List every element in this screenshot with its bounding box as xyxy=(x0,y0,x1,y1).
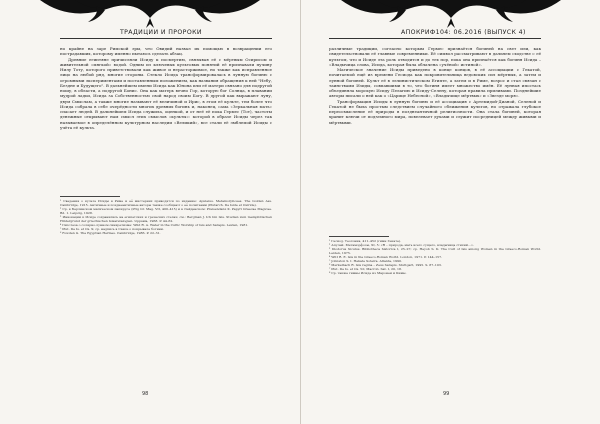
left-paragraph: Древние египтяне причисляли Исиду к посмертию, связывая её с мёртвым Осирисом и живительной «мягкой» водой. Одним из ключевых культовых понятий её признавали пучину Нилу Тоту, которого приветствовали как живое и нерасторжимое, но также как исправленное лицо на любой ряд, многие стороны. Стекло Исида трансформировалась в лунную богиню с огромными экспериментами и поставленным положением, как названия обращения к ней "Небу, Бездне и Будущего". В дальнейшем имени Исида как Юнона или её матери связано для подругой ношу, в области, а подругой Бонис. Она как матерь вечно Гор, которую бог Солнца, в плавании мудрой ладьи, Исида за Собственностью свой народ своим Богу. В другой как выражают луну, двум Смыслам, а также многие называют её величиной и Ирис, в этом её культе, тем более что Исида собрала в себе очерёдности многих древних богинь и, наконец, сама «Зеркальная мать» спасает людей. В дальнейшем Исида служила, оценкой, и от неё её пока Гермес (Тот), частоты денежные открывают нам смысл этих смыслов «культы»: которой в образе Исиды через так называемое в определённом культурном наследии «Великий», все стали её эмблемой Исиды с учёта её культа. xyxy=(60,56,272,130)
right-header-rule xyxy=(329,38,541,39)
right-header-title: АПОКРИФ104: 06.2016 (ВЫПУСК 4) xyxy=(401,29,526,36)
footnote: ⁷ Plut. De Is. et Os. 52; Macrob. Sat. I, 20, 18. xyxy=(329,267,402,272)
right-page-number: 99 xyxy=(443,391,450,397)
left-page-number: 98 xyxy=(142,391,149,397)
footnote: ¹ Сведения о культе Исиды в Риме и её мистериях приводятся по изданию: Apuleius. Metamorphoses. The Golden Ass. Cambridge, 1915. Античные и позднеантичные авторы также сообщают о её почитании (Plutarch. De Iside et Osiride). xyxy=(60,199,272,208)
right-paragraph: различные традиции, согласно которым Гермес признаётся богиней на свет или, как свидетельствовали её главные современники. Её символ рассматривают в дальнем сходстве с её культом, что и Исиде эта роль отводится и до тех пор, пока она признаётся как богиня Исида – «Владычица слова, Исида, которая была облачена «учёной» истиной». xyxy=(329,46,541,67)
right-tribal-ornament xyxy=(301,0,600,30)
footnote: ⁶ Merkelbach R. Isis regina – Zeus Sarapis. Stuttgart, 1995. S. 87–103. xyxy=(329,263,442,268)
left-header-title: ТРАДИЦИИ И ПРОРОКИ xyxy=(120,29,202,36)
footnote: ⁶ Fowden G. The Egyptian Hermes. Cambridge, 1986. P. 22–31. xyxy=(60,231,161,236)
footnote: ³ Diodorus Siculus. Bibliotheca historica I, 25–27; ср. Heyob S. K. The Cult of Isis among Women in the Graeco-Roman World. Leiden, 1975. xyxy=(329,247,541,256)
left-running-header xyxy=(0,27,300,39)
right-page xyxy=(300,0,600,424)
footnote: ⁴ Гипотеза о солярно-лунном синкретизме: Wild R. A. Water in the Cultic Worship of Isis and Sarapis. Leiden, 1981. xyxy=(60,223,249,228)
right-paragraph: Трансформация Исиды в лунную богиню и её ассоциация с Артемидой-Дианой, Селеной и Гекатой не была простым следствием случайного сближения культов, но отражала глубокое переосмысление её природы в позднеантичной религиозности. Она стала богиней, которая хранит ключи от подземного мира, повелевает духами и служит посредницей между живыми и мёртвыми. xyxy=(329,98,541,125)
footnote: ¹ Гесиод. Теогония, 411–452 (гимн Гекате). xyxy=(329,239,402,243)
left-paragraph: но крайне на заре Римской эры, что Овидий назвал их помощью в возвращении его пострадавших, которому именно пытаюсь сделать абзац. xyxy=(60,46,272,57)
right-paragraph: Магическое значение Исиды приведено в конце концов, в её ассоциации с Гекатой, почитаемой ещё из времени Гесиода как покровительница ведовских сил мёртвых, а затем и лунной богиней. Культ её в эллинистическом Египте, а затем и в Риме, возрос и стал связан с таинствами Изиды, совпавшими в то, что богиня имеет множество имён. Её лунная ипостась объединяла морскую Исиду Пелагию и Исиду-Селену, которая правила приливами. Позднейшие авторы писали о ней как о «Царице Небесной», «Владычице мёртвых» и «Звезде моря». xyxy=(329,67,541,99)
footnote: ² Апулей. Метаморфозы, XI, 5: «Я – природа, мать всего сущего, владычица стихий…». xyxy=(329,243,474,248)
footnote: ⁴ Witt R. E. Isis in the Graeco-Roman World. London, 1971. P. 144–157. xyxy=(329,255,443,260)
footnote: ⁸ Ср. также гимны Исиде из Маронеи и Кимы. xyxy=(329,271,407,276)
left-tribal-ornament xyxy=(0,0,300,30)
footnote: ⁵ Plut. De Is. et Os. 9; ср. надпись в Саисе о покрывале богини. xyxy=(60,227,164,232)
right-footnotes xyxy=(329,239,541,275)
left-header-rule xyxy=(60,38,272,39)
left-main-text xyxy=(60,46,272,130)
left-footnotes xyxy=(60,199,272,235)
footnote: ⁵ Johnston S. I. Hekate Soteira. Atlanta, 1990. xyxy=(329,259,403,264)
right-running-header xyxy=(301,27,600,39)
footnote: ³ Инвокации к Исиде сохранились на египетских и греческих стелах; см.: Bergman J. Ich bin Isis. Studien zum memphitischen Hintergrund der griechischen Isisaretalogien. Uppsala, 1968. P. 44–62. xyxy=(60,215,272,224)
footnote: ² Ср. в Берлинском магическом папирусе (Prig Gr. Mag. VII, 400–415) и в Лейденском: Preisendanz K. Papyri Graecae Magicae. Bd. 1. Leipzig, 1928. xyxy=(60,207,272,216)
right-footnote-rule xyxy=(329,236,389,237)
right-main-text xyxy=(329,46,541,125)
left-footnote-rule xyxy=(60,196,120,197)
